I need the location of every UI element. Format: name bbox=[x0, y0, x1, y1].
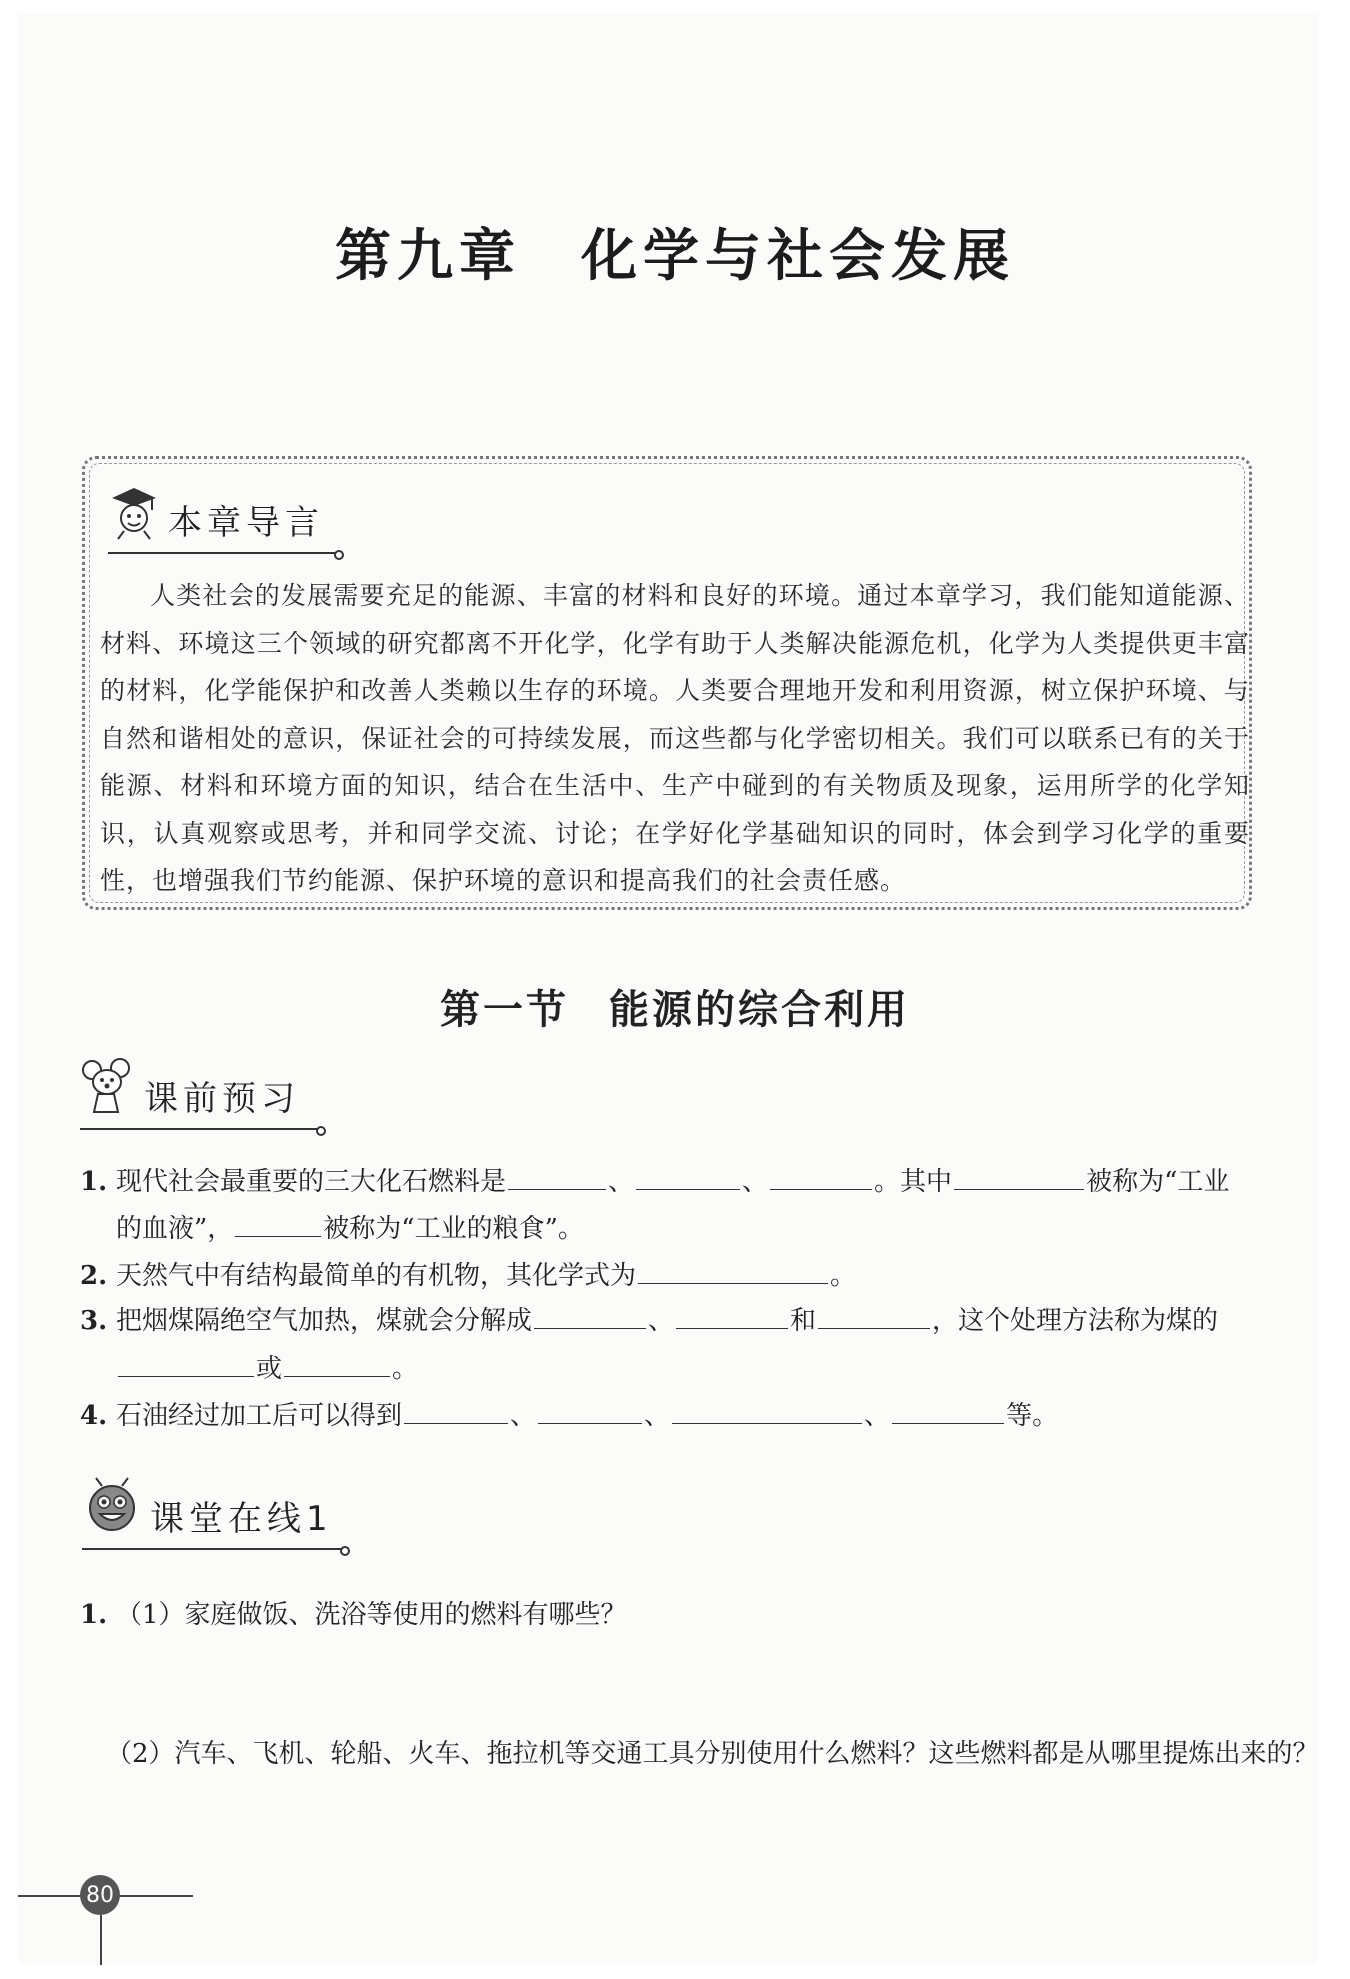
page-number: 80 bbox=[80, 1875, 120, 1915]
classroom-heading bbox=[82, 1476, 333, 1540]
preview-heading-label: 课前预习 bbox=[144, 1079, 300, 1119]
graduate-mascot-icon bbox=[108, 486, 160, 544]
mouse-mascot-icon bbox=[80, 1056, 136, 1120]
section-name: 能源的综合利用 bbox=[609, 986, 910, 1033]
preview-question-1: 1. 现代社会最重要的三大化石燃料是 、 、 。其中 被称为“工业 bbox=[80, 1163, 1229, 1201]
section-title bbox=[0, 978, 1350, 1035]
intro-heading-label: 本章导言 bbox=[168, 503, 324, 543]
chapter-name: 化学与社会发展 bbox=[581, 224, 1015, 289]
chapter-title bbox=[0, 212, 1350, 292]
chapter-label: 第九章 bbox=[335, 224, 521, 289]
intro-heading bbox=[108, 486, 324, 544]
classroom-question-1b: （2）汽车、飞机、轮船、火车、拖拉机等交通工具分别使用什么燃料？这些燃料都是从哪里提炼出来的？ bbox=[106, 1739, 1319, 1769]
classroom-question-1a: 1. （1）家庭做饭、洗浴等使用的燃料有哪些？ bbox=[80, 1600, 627, 1630]
preview-question-2: 2. 天然气中有结构最简单的有机物，其化学式为 。 bbox=[80, 1257, 856, 1295]
preview-heading bbox=[80, 1056, 300, 1120]
bug-mascot-icon bbox=[82, 1476, 142, 1540]
page-number-rule-vertical bbox=[100, 1915, 102, 1965]
classroom-heading-label: 课堂在线1 bbox=[150, 1499, 333, 1539]
preview-question-4: 4. 石油经过加工后可以得到 、 、 、 等。 bbox=[80, 1397, 1058, 1435]
preview-question-1-cont: 的血液”， 被称为“工业的粮食”。 bbox=[116, 1210, 584, 1248]
preview-question-3: 3. 把烟煤隔绝空气加热，煤就会分解成 、 和 ，这个处理方法称为煤的 bbox=[80, 1302, 1218, 1340]
preview-question-3-cont: 或 。 bbox=[116, 1350, 418, 1388]
section-label: 第一节 bbox=[440, 986, 569, 1033]
intro-paragraph: 人类社会的发展需要充足的能源、丰富的材料和良好的环境。通过本章学习，我们能知道能源、材料、环境这三个领域的研究都离不开化学，化学有助于人类解决能源危机，化学为人类提供更丰富的材料，化学能保护和改善人类赖以生存的环境。人类要合理地开发和利用资源，树立保护环境、与自然和谐相处的意识，保证社会的可持续发展，而这些都与化学密切相关。我们可以联系已有的关于能源、材料和环境方面的知识，结合在生活中、生产中碰到的有关物质及现象，运用所学的化学知识，认真观察或思考，并和同学交流、讨论；在学好化学基础知识的同时，体会到学习化学的重要性，也增强我们节约能源、保护环境的意识和提高我们的社会责任感。 bbox=[100, 581, 1250, 895]
